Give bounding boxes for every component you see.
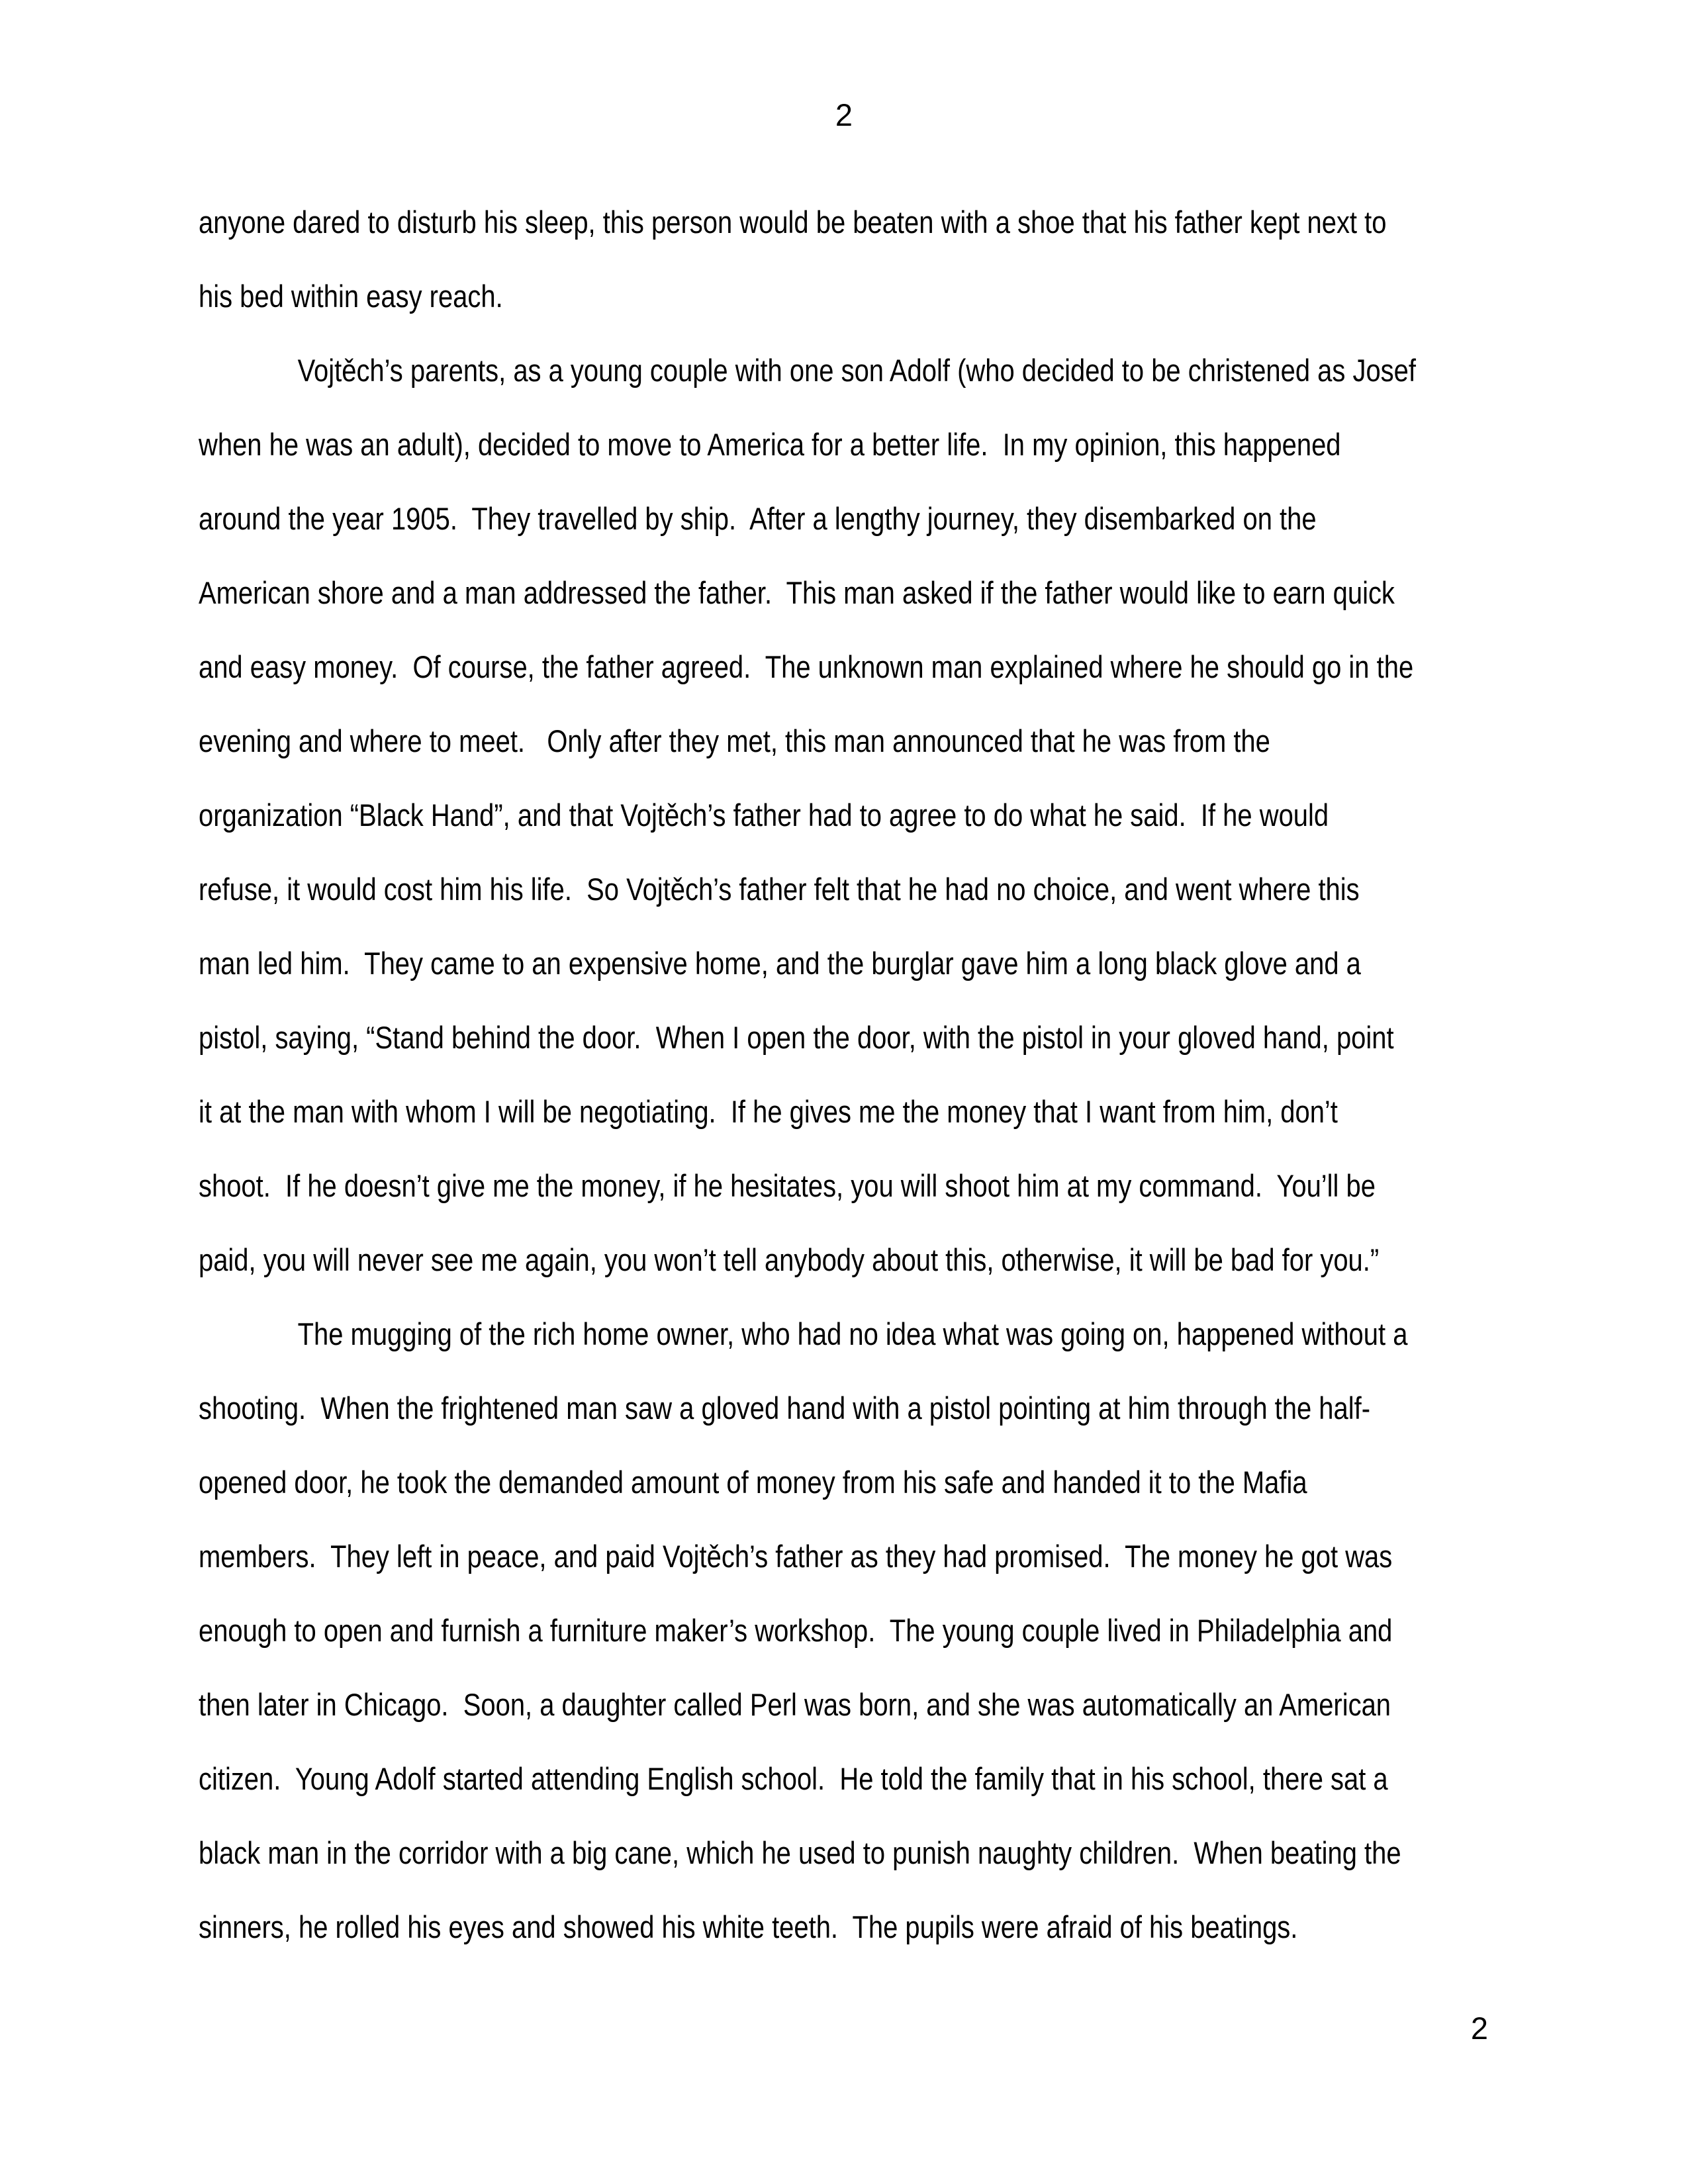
text-line: paid, you will never see me again, you won’t tell anybody about this, otherwise, it will be bad for you.”: [199, 1242, 1380, 1277]
footer-page-number: 2: [1470, 2011, 1488, 2046]
text-line: black man in the corridor with a big cane, which he used to punish naughty children. When beating the: [199, 1835, 1401, 1870]
text-line: anyone dared to disturb his sleep, this person would be beaten with a shoe that his father kept next to: [199, 205, 1387, 240]
text-line: man led him. They came to an expensive home, and the burglar gave him a long black glove and a: [199, 946, 1361, 981]
text-line: then later in Chicago. Soon, a daughter called Perl was born, and she was automatically an American: [199, 1687, 1391, 1722]
text-line: when he was an adult), decided to move to America for a better life. In my opinion, this happened: [199, 427, 1341, 462]
paragraph-3: [199, 1297, 1549, 1964]
text-line: American shore and a man addressed the father. This man asked if the father would like to earn quick: [199, 575, 1395, 610]
paragraph-2: [199, 334, 1549, 1297]
text-line: enough to open and furnish a furniture maker’s workshop. The young couple lived in Philadelphia and: [199, 1613, 1393, 1648]
header-page-number: 2: [835, 97, 853, 132]
text-line: opened door, he took the demanded amount of money from his safe and handed it to the Mafia: [199, 1465, 1307, 1500]
text-line: shooting. When the frightened man saw a gloved hand with a pistol pointing at him through the half-: [199, 1390, 1370, 1426]
text-line: and easy money. Of course, the father agreed. The unknown man explained where he should go in the: [199, 649, 1414, 684]
text-line: Vojtěch’s parents, as a young couple with one son Adolf (who decided to be christened as Josef: [297, 353, 1416, 388]
text-line: evening and where to meet. Only after they met, this man announced that he was from the: [199, 723, 1270, 758]
text-line: pistol, saying, “Stand behind the door. When I open the door, with the pistol in your gloved hand, point: [199, 1020, 1394, 1055]
text-line: his bed within easy reach.: [199, 279, 503, 314]
text-line: citizen. Young Adolf started attending English school. He told the family that in his school, there sat a: [199, 1761, 1388, 1796]
text-line: refuse, it would cost him his life. So Vojtěch’s father felt that he had no choice, and went where this: [199, 872, 1360, 907]
text-line: around the year 1905. They travelled by ship. After a lengthy journey, they disembarked on the: [199, 501, 1317, 536]
text-line: shoot. If he doesn’t give me the money, if he hesitates, you will shoot him at my command. You’ll be: [199, 1168, 1376, 1203]
paragraph-1: [199, 185, 1549, 334]
document-body: [199, 185, 1549, 1964]
text-line: it at the man with whom I will be negotiating. If he gives me the money that I want from him, don’t: [199, 1094, 1338, 1129]
text-line: The mugging of the rich home owner, who had no idea what was going on, happened without a: [297, 1316, 1408, 1351]
text-line: sinners, he rolled his eyes and showed his white teeth. The pupils were afraid of his beatings.: [199, 1909, 1298, 1944]
text-line: members. They left in peace, and paid Vojtěch’s father as they had promised. The money he got was: [199, 1539, 1393, 1574]
text-line: organization “Black Hand”, and that Vojtěch’s father had to agree to do what he said. If he would: [199, 797, 1329, 833]
